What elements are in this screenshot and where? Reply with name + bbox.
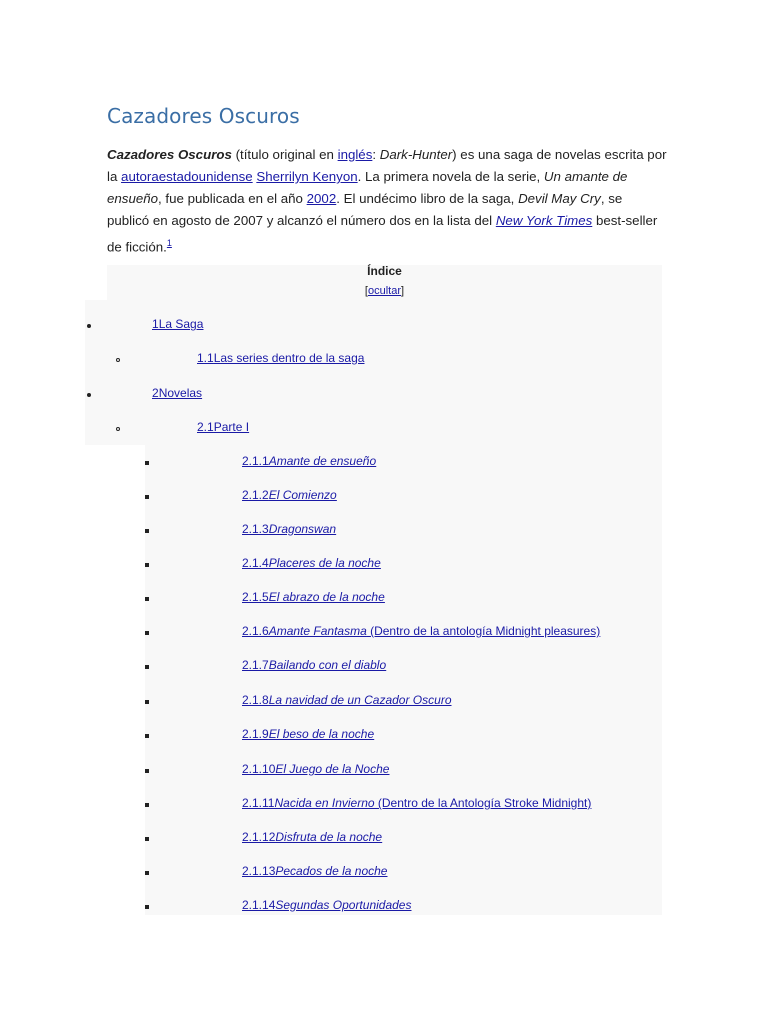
- list-bullet: [87, 324, 91, 328]
- toc-item-number: 2.1.9: [242, 727, 269, 741]
- toc-item-2-1-1[interactable]: [242, 454, 376, 468]
- toc-item-label: El abrazo de la noche: [268, 590, 385, 604]
- toc-item-number: 2.1.2: [242, 488, 269, 502]
- toc-item-extra: (Dentro de la antología Midnight pleasures): [366, 624, 601, 638]
- list-bullet: [145, 495, 149, 499]
- toc-item-label: Bailando con el diablo: [268, 658, 387, 672]
- toc-background-3: [145, 445, 662, 915]
- toc-item-label: Disfruta de la noche: [275, 830, 383, 844]
- toc-item-extra: (Dentro de la Antología Stroke Midnight): [374, 796, 592, 810]
- toc-item-number: 1: [152, 317, 159, 331]
- toc-item-label: La navidad de un Cazador Oscuro: [268, 693, 452, 707]
- toc-item-label: Segundas Oportunidades: [275, 898, 412, 912]
- toc-item-number: 2.1: [197, 420, 214, 434]
- list-bullet: [116, 427, 120, 431]
- toc-item-2-1-4[interactable]: [242, 556, 381, 570]
- toc-item-novelas[interactable]: [152, 386, 202, 400]
- link-nyt[interactable]: [496, 213, 592, 228]
- intro-text-7: . El undécimo libro de la saga,: [336, 191, 519, 206]
- toc-toggle-wrap: [107, 285, 662, 297]
- list-bullet: [145, 700, 149, 704]
- toc-item-number: 2.1.13: [242, 864, 276, 878]
- list-bullet: [145, 461, 149, 465]
- toc-item-2-1-3[interactable]: [242, 522, 336, 536]
- toc-item-2-1-5[interactable]: [242, 590, 385, 604]
- intro-bold-title: Cazadores Oscuros: [107, 147, 232, 162]
- toc-item-number: 2.1.5: [242, 590, 269, 604]
- toc-item-label: Amante de ensueño: [268, 454, 377, 468]
- toc-title: Índice: [367, 264, 402, 278]
- list-bullet: [145, 769, 149, 773]
- toc-item-label: Amante Fantasma: [268, 624, 367, 638]
- page-title: Cazadores Oscuros: [107, 104, 300, 128]
- toc-item-number: 2.1.10: [242, 762, 276, 776]
- toc-item-number: 2.1.12: [242, 830, 276, 844]
- intro-paragraph: [107, 144, 667, 258]
- toc-item-label: La Saga: [158, 317, 204, 331]
- toc-item-label: Novelas: [158, 386, 203, 400]
- toc-item-number: 2.1.3: [242, 522, 269, 536]
- toc-item-2-1-12[interactable]: [242, 830, 382, 844]
- toc-item-number: 2.1.11: [242, 796, 275, 810]
- intro-devil: Devil May Cry: [518, 191, 601, 206]
- toc-item-2-1-13[interactable]: [242, 864, 387, 878]
- list-bullet: [145, 871, 149, 875]
- toc-item-2-1-14[interactable]: [242, 898, 411, 912]
- list-bullet: [145, 837, 149, 841]
- toc-item-2-1-6[interactable]: [242, 624, 600, 638]
- toc-item-number: 2.1.7: [242, 658, 269, 672]
- link-2002[interactable]: 2002: [306, 191, 337, 206]
- link-autora[interactable]: autoraestadounidense: [121, 169, 253, 184]
- list-bullet: [145, 563, 149, 567]
- toc-item-number: 2.1.14: [242, 898, 276, 912]
- toc-item-label: El Comienzo: [268, 488, 337, 502]
- toc-item-number: 2.1.1: [242, 454, 269, 468]
- toc-item-label: El Juego de la Noche: [275, 762, 390, 776]
- toc-item-number: 1.1: [197, 351, 214, 365]
- toc-item-number: 2.1.4: [242, 556, 269, 570]
- list-bullet: [145, 803, 149, 807]
- toc-hide-link[interactable]: ocultar: [367, 285, 402, 297]
- list-bullet: [145, 631, 149, 635]
- toc-item-label: Nacida en Invierno: [274, 796, 375, 810]
- link-kenyon[interactable]: Sherrilyn Kenyon: [256, 169, 358, 184]
- intro-text-2: :: [372, 147, 380, 162]
- intro-text-5: . La primera novela de la serie,: [357, 169, 544, 184]
- toc-item-2-1-11[interactable]: [242, 796, 591, 810]
- toc-item-label: El beso de la noche: [268, 727, 375, 741]
- toc-item-2-1-10[interactable]: [242, 762, 389, 776]
- reference-1[interactable]: 1: [166, 238, 172, 248]
- toc-item-label: Las series dentro de la saga: [213, 351, 365, 365]
- toc-item-label: Parte I: [213, 420, 250, 434]
- list-bullet: [145, 665, 149, 669]
- list-bullet: [145, 734, 149, 738]
- intro-darkhunter: Dark-Hunter: [379, 147, 453, 162]
- list-bullet: [145, 905, 149, 909]
- toc-item-la-saga[interactable]: [152, 317, 203, 331]
- list-bullet: [145, 597, 149, 601]
- intro-text-9: best-seller de ficción.: [107, 213, 658, 255]
- list-bullet: [145, 529, 149, 533]
- toc-item-number: 2.1.6: [242, 624, 269, 638]
- toc-item-2-1-9[interactable]: [242, 727, 374, 741]
- toc-bracket-close: ]: [401, 285, 405, 297]
- list-bullet: [116, 358, 120, 362]
- toc-bracket-open: [: [364, 285, 368, 297]
- link-ingles[interactable]: inglés: [337, 147, 373, 162]
- intro-text-3: ) es una saga de novelas escrita por la: [107, 147, 667, 184]
- intro-text-1: (título original en: [231, 147, 338, 162]
- toc-item-label: Pecados de la noche: [275, 864, 388, 878]
- toc-item-number: 2.1.8: [242, 693, 269, 707]
- link-nyt-label: New York Times: [495, 213, 593, 228]
- toc-item-parte-1[interactable]: [197, 420, 249, 434]
- toc-item-series[interactable]: [197, 351, 364, 365]
- toc-item-2-1-2[interactable]: [242, 488, 337, 502]
- intro-text-6: , fue publicada en el año: [158, 191, 307, 206]
- intro-text-8: , se publicó en agosto de 2007 y alcanzó el número dos en la lista del: [107, 191, 623, 228]
- intro-amante: Un amante de ensueño: [107, 169, 628, 206]
- list-bullet: [87, 393, 91, 397]
- toc-item-label: Dragonswan: [268, 522, 337, 536]
- toc-item-2-1-8[interactable]: [242, 693, 452, 707]
- toc-item-label: Placeres de la noche: [268, 556, 381, 570]
- toc-item-2-1-7[interactable]: [242, 658, 386, 672]
- toc-item-number: 2: [152, 386, 159, 400]
